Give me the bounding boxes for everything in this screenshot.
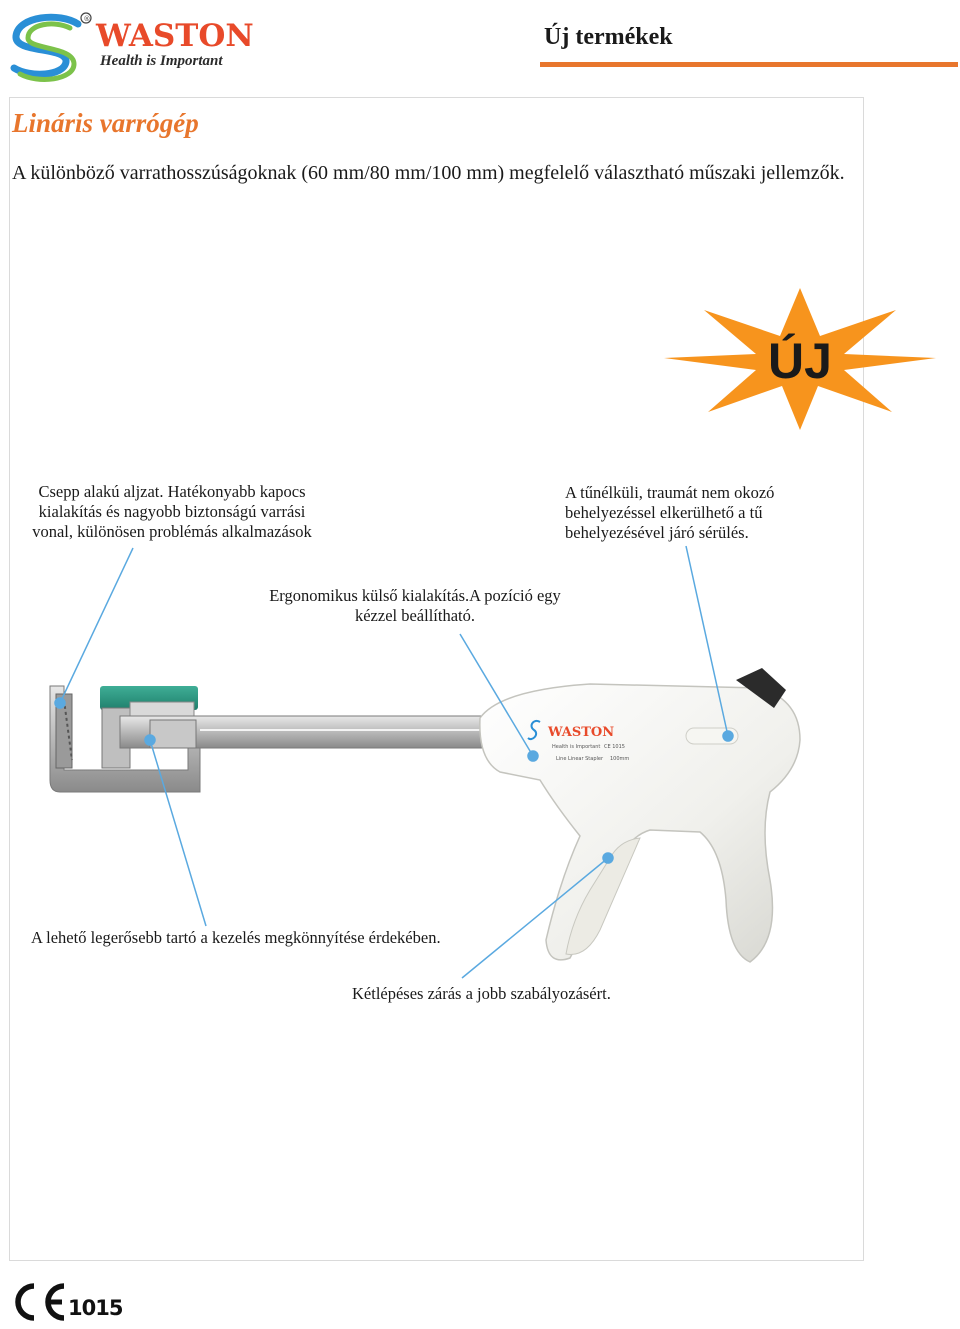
new-badge-label: ÚJ xyxy=(768,333,832,389)
ce-number: 1015 xyxy=(68,1296,123,1320)
callout-needle-free-line: A tűnélküli, traumát nem okozó xyxy=(565,483,775,502)
svg-text:CE 1015: CE 1015 xyxy=(604,744,625,750)
brand-tagline: Health is Important xyxy=(100,53,223,69)
svg-text:Health is Important: Health is Important xyxy=(552,744,601,750)
callout-dot xyxy=(603,853,613,863)
callout-ergonomic-line: kézzel beállítható. xyxy=(354,606,476,625)
callout-holder: A lehető legerősebb tartó a kezelés megkönnyítése érdekében. xyxy=(31,928,441,947)
svg-text:Line Linear Stapler: Line Linear Stapler xyxy=(556,756,604,762)
callout-two-step: Kétlépéses zárás a jobb szabályozásért. xyxy=(352,984,611,1003)
callout-anvil-line: vonal, különösen problémás alkalmazások xyxy=(32,522,312,541)
svg-text:WASTON: WASTON xyxy=(548,725,615,740)
callout-dot xyxy=(723,731,733,741)
stapler-handle-body xyxy=(480,684,800,962)
callout-dot xyxy=(55,698,65,708)
callout-anvil-line: kialakítás és nagyobb biztonságú varrási xyxy=(38,502,306,521)
registered-mark: ® xyxy=(83,15,91,23)
product-title: Lináris varrógép xyxy=(12,108,199,138)
callout-needle-free-line: behelyezéssel elkerülhető a tű xyxy=(565,503,763,522)
callout-needle-free-line: behelyezésével járó sérülés. xyxy=(565,523,749,542)
callout-dot xyxy=(145,735,155,745)
callout-dot xyxy=(528,751,538,761)
section-title: Új termékek xyxy=(544,24,673,50)
callout-anvil-line: Csepp alakú aljzat. Hatékonyabb kapocs xyxy=(38,482,306,501)
product-intro: A különböző varrathosszúságoknak (60 mm/80 mm/100 mm) megfelelő választható műszaki jellemzők. xyxy=(12,162,845,184)
svg-text:100mm: 100mm xyxy=(610,756,630,762)
callout-ergonomic-line: Ergonomikus külső kialakítás.A pozíció egy xyxy=(269,586,561,605)
brand-name: WASTON xyxy=(96,18,254,54)
